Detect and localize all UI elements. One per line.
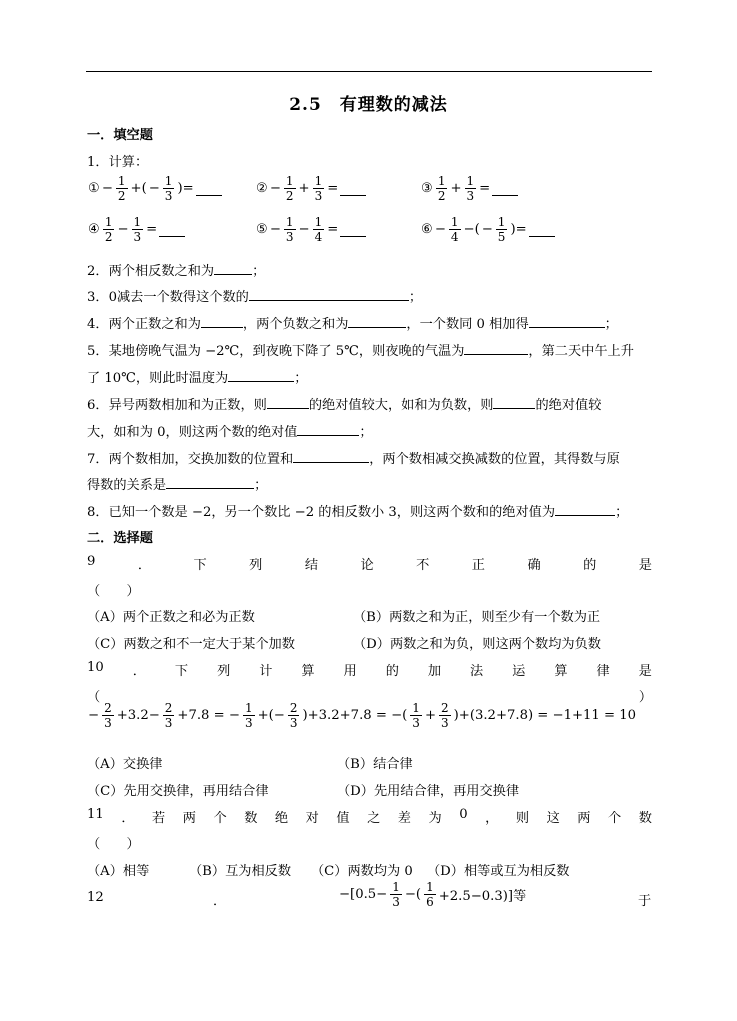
q3-text: 3．0减去一个数得这个数的 (87, 290, 249, 305)
stem-char: 则 (515, 811, 530, 826)
math-text: = (146, 222, 158, 237)
stem-char: 10 (87, 660, 104, 675)
q6-end: ； (359, 425, 373, 440)
stem-char: 法 (470, 664, 484, 679)
stem-char: 两 (577, 811, 591, 826)
q6-line1 (87, 394, 601, 413)
answer-blank[interactable] (492, 194, 518, 196)
answer-blank[interactable] (340, 235, 366, 237)
q6-text-b: 的绝对值较大，如和为负数，则 (308, 398, 494, 413)
fraction (162, 175, 176, 202)
stem-char: 为 (428, 811, 442, 826)
fraction-numerator: 2 (104, 701, 112, 715)
stem-char: 论 (360, 558, 374, 573)
q1-item (420, 175, 519, 202)
math-text: )= (177, 181, 194, 196)
fraction (115, 175, 129, 202)
fraction-denominator: 3 (133, 230, 142, 244)
math-text: +(− (257, 708, 285, 723)
fraction-numerator: 1 (314, 215, 323, 229)
answer-blank[interactable] (267, 407, 309, 409)
q7-line1 (87, 448, 620, 467)
answer-blank[interactable] (201, 326, 243, 328)
math-text: = (479, 181, 491, 196)
fraction-numerator: 1 (412, 701, 420, 715)
q10-option-b[interactable]: （B）结合律 (337, 757, 413, 772)
stem-char: 值 (336, 811, 350, 826)
fraction (283, 216, 297, 243)
q11-stem (87, 807, 652, 826)
q7-text-b: ，两个数相减交换减数的位置，其得数与原 (369, 452, 620, 467)
fraction-denominator: 5 (497, 230, 506, 244)
math-text: + (298, 181, 310, 196)
q7-line2 (87, 474, 267, 493)
fraction-denominator: 3 (466, 189, 475, 203)
q12-dot: ． (213, 894, 227, 909)
q8-text: 8．已知一个数是 −2，另一个数比 −2 的相反数小 3，则这两个数和的绝对值为 (87, 505, 556, 520)
fraction-numerator: 1 (466, 174, 475, 188)
fraction-numerator: 1 (314, 174, 323, 188)
fraction-numerator: 1 (497, 215, 506, 229)
q1-item (87, 175, 223, 202)
stem-char: 下 (174, 664, 189, 679)
answer-blank[interactable] (196, 194, 222, 196)
item-number: ⑥ (421, 222, 433, 237)
stem-char: 列 (249, 558, 263, 573)
q4-text-c: ，一个数同 0 相加得 (406, 317, 529, 332)
q6-line2 (87, 421, 373, 440)
stem-char: 下 (193, 558, 207, 573)
answer-blank[interactable] (249, 299, 409, 301)
fraction-denominator: 6 (426, 895, 434, 909)
math-text: − (148, 181, 160, 196)
fraction (312, 216, 326, 243)
section-choice-heading: 二．选择题 (87, 531, 153, 546)
q12-number: 12 (87, 890, 104, 905)
stem-char: 绝 (274, 811, 289, 826)
q11-option-d[interactable]: （D）相等或互为相反数 (427, 864, 570, 879)
fraction (242, 702, 256, 729)
fraction-denominator: 3 (412, 716, 420, 730)
item-number: ③ (421, 181, 433, 196)
math-text: − (269, 222, 281, 237)
fraction-denominator: 2 (117, 189, 126, 203)
stem-char: 个 (213, 811, 227, 826)
fraction (448, 216, 462, 243)
stem-char: ． (121, 811, 135, 826)
fraction-numerator: 1 (426, 880, 434, 894)
q2 (87, 260, 265, 279)
stem-char: 差 (397, 811, 411, 826)
q9-option-d[interactable]: （D）两数之和为负，则这两个数均为负数 (353, 637, 601, 652)
fraction (438, 702, 452, 729)
answer-blank[interactable] (293, 461, 369, 463)
q9-option-c[interactable]: （C）两数之和不一定大于某个加数 (87, 637, 295, 652)
fraction-denominator: 3 (289, 716, 298, 730)
fraction (464, 175, 478, 202)
stem-char: 列 (217, 664, 231, 679)
q7-text-a: 7．两个数相加，交换加数的位置和 (87, 452, 294, 467)
header-rule (86, 71, 652, 72)
q12-end: 于 (638, 894, 652, 909)
stem-char: 算 (554, 664, 568, 679)
q5-end: ； (294, 371, 308, 386)
q5-line1 (87, 340, 634, 359)
answer-blank[interactable] (166, 487, 254, 489)
q2-text: 2．两个相反数之和为 (87, 264, 215, 279)
fraction (389, 881, 403, 908)
q4-text-b: ，两个负数之和为 (242, 317, 349, 332)
fraction-denominator: 4 (450, 230, 459, 244)
stem-char: 数 (244, 811, 258, 826)
fraction-denominator: 3 (164, 716, 173, 730)
fraction-denominator: 3 (441, 716, 449, 730)
math-text: )= (510, 222, 527, 237)
q6-text-c: 的绝对值较 (535, 398, 602, 413)
math-text: −[0.5− (339, 887, 388, 902)
math-text: )+(3.2+7.8) = −1+11 = 10 (453, 708, 637, 723)
q1-item (255, 175, 367, 202)
stem-char: 用 (343, 664, 357, 679)
q11-option-c[interactable]: （C）两数均为 0 (311, 864, 413, 879)
math-text: = (327, 222, 339, 237)
item-number: ② (256, 181, 268, 196)
q5-text-b: ，第二天中午上升 (528, 344, 634, 359)
q10-option-d[interactable]: （D）先用结合律，再用交换律 (337, 784, 520, 799)
fraction (283, 175, 297, 202)
stem-char: ， (485, 811, 499, 826)
item-number: ④ (88, 222, 100, 237)
q10-expression (87, 702, 637, 729)
fraction-numerator: 1 (133, 215, 142, 229)
answer-blank[interactable] (340, 194, 366, 196)
math-text: + (424, 708, 436, 723)
math-text: = (327, 181, 339, 196)
fraction-numerator: 1 (164, 174, 173, 188)
math-text: − (298, 222, 310, 237)
q1-item (255, 216, 367, 243)
fraction (101, 702, 115, 729)
answer-blank[interactable] (159, 235, 185, 237)
stem-char: 计 (259, 664, 273, 679)
fraction-denominator: 2 (437, 189, 446, 203)
stem-char: 正 (471, 558, 485, 573)
stem-char: 是 (638, 558, 652, 573)
fraction-numerator: 1 (437, 174, 446, 188)
stem-char: 两 (182, 811, 196, 826)
fraction-numerator: 1 (450, 215, 459, 229)
section-fill-heading: 一．填空题 (87, 128, 153, 143)
stem-char: ． (132, 664, 146, 679)
q10-option-a[interactable]: （A）交换律 (87, 757, 163, 772)
answer-blank[interactable] (228, 380, 294, 382)
stem-char: 算 (301, 664, 315, 679)
q8-end: ； (615, 505, 629, 520)
math-text: − (269, 181, 281, 196)
answer-blank[interactable] (348, 326, 406, 328)
answer-blank[interactable] (297, 434, 359, 436)
stem-char: 0 (459, 807, 468, 822)
stem-char: 的 (385, 664, 399, 679)
fraction-denominator: 3 (164, 189, 173, 203)
fraction-numerator: 1 (392, 880, 400, 894)
q11-option-a[interactable]: （A）相等 (87, 864, 150, 879)
stem-char: 是 (638, 664, 652, 679)
q4 (87, 313, 618, 332)
fraction-denominator: 3 (104, 716, 112, 730)
fraction-denominator: 3 (285, 230, 294, 244)
fraction (162, 702, 176, 729)
stem-char: ． (137, 558, 152, 573)
fraction-numerator: 1 (117, 174, 126, 188)
answer-blank[interactable] (529, 326, 605, 328)
math-text: − (88, 708, 100, 723)
q5-text-a: 5．某地傍晚气温为 −2℃，到夜晚下降了 5℃，则夜晚的气温为 (87, 344, 465, 359)
fraction (312, 175, 326, 202)
stem-char: 个 (608, 811, 622, 826)
stem-char: 律 (596, 664, 610, 679)
math-text: −( (463, 222, 480, 237)
stem-char: 9 (87, 554, 96, 569)
fraction-numerator: 2 (164, 701, 173, 715)
q7-text-c: 得数的关系是 (87, 478, 167, 493)
q1-item (420, 216, 556, 243)
stem-char: 不 (416, 558, 430, 573)
stem-char: 11 (87, 807, 104, 822)
math-text: +3.2− (116, 708, 160, 723)
fraction-numerator: 2 (289, 701, 298, 715)
fraction (102, 216, 116, 243)
fraction-numerator: 1 (244, 701, 253, 715)
q2-end: ； (252, 264, 266, 279)
fraction-numerator: 1 (285, 215, 294, 229)
stem-char: 的 (583, 558, 597, 573)
q9-option-b[interactable]: （B）两数之和为正，则至少有一个数为正 (353, 610, 601, 625)
answer-blank[interactable] (555, 514, 615, 516)
fraction-denominator: 4 (314, 230, 323, 244)
item-number: ⑤ (256, 222, 268, 237)
math-text: − (481, 222, 493, 237)
q3-end: ； (408, 290, 423, 305)
fraction-numerator: 1 (104, 215, 113, 229)
stem-char: 加 (427, 664, 442, 679)
fraction (495, 216, 509, 243)
q11-paren: （ ） (87, 837, 140, 852)
answer-blank[interactable] (464, 353, 528, 355)
q9-option-a[interactable]: （A）两个正数之和必为正数 (87, 610, 255, 625)
fraction-numerator: 2 (441, 701, 449, 715)
math-text: − (434, 222, 446, 237)
q6-text-d: 大，如和为 0，则这两个数的绝对值 (87, 425, 298, 440)
fraction (423, 881, 437, 908)
stem-char: 确 (527, 558, 541, 573)
fraction-denominator: 3 (314, 189, 323, 203)
q1-label: 1．计算： (87, 155, 149, 170)
fraction (131, 216, 145, 243)
q9-stem (87, 554, 652, 573)
stem-char: 对 (305, 811, 319, 826)
fraction (287, 702, 301, 729)
math-text: +( (130, 181, 147, 196)
page-title: 2.5 有理数的减法 (289, 95, 448, 115)
fraction-denominator: 3 (392, 895, 400, 909)
q5-text-c: 了 10℃，则此时温度为 (87, 371, 229, 386)
q10-stem (87, 660, 652, 679)
math-text: +7.8 = − (177, 708, 240, 723)
q9-paren: （ ） (87, 584, 140, 599)
q4-text-a: 4．两个正数之和为 (87, 317, 201, 332)
fraction-denominator: 3 (244, 716, 253, 730)
q10-option-c[interactable]: （C）先用交换律，再用结合律 (87, 784, 269, 799)
q7-end: ； (254, 478, 268, 493)
answer-blank[interactable] (529, 235, 555, 237)
fraction-denominator: 2 (285, 189, 294, 203)
q4-end: ； (604, 317, 618, 332)
math-text: + (450, 181, 462, 196)
q6-text-a: 6．异号两数相加和为正数，则 (87, 398, 267, 413)
stem-char: 若 (152, 811, 166, 826)
q12-expression (338, 881, 527, 908)
item-number: ① (88, 181, 100, 196)
q8 (87, 501, 628, 520)
stem-char: 运 (512, 664, 526, 679)
stem-char: 之 (367, 811, 381, 826)
answer-blank[interactable] (214, 273, 252, 275)
q11-option-b[interactable]: （B）互为相反数 (189, 864, 292, 879)
stem-char: 这 (546, 811, 560, 826)
math-text: −( (404, 887, 422, 902)
q3 (87, 286, 422, 305)
math-text: +2.5−0.3)]等 (438, 889, 527, 904)
q1-item (87, 216, 186, 243)
fraction-numerator: 1 (285, 174, 294, 188)
q5-line2 (87, 367, 307, 386)
stem-char: 数 (638, 811, 652, 826)
stem-char: 结 (304, 558, 319, 573)
q10-paren-close: ） (638, 690, 652, 705)
math-text: − (117, 222, 129, 237)
fraction (409, 702, 423, 729)
math-text: )+3.2+7.8 = −( (302, 708, 408, 723)
math-text: − (101, 181, 113, 196)
q10-paren-open: （ (87, 690, 101, 705)
fraction (435, 175, 449, 202)
fraction-denominator: 2 (104, 230, 113, 244)
answer-blank[interactable] (493, 407, 535, 409)
